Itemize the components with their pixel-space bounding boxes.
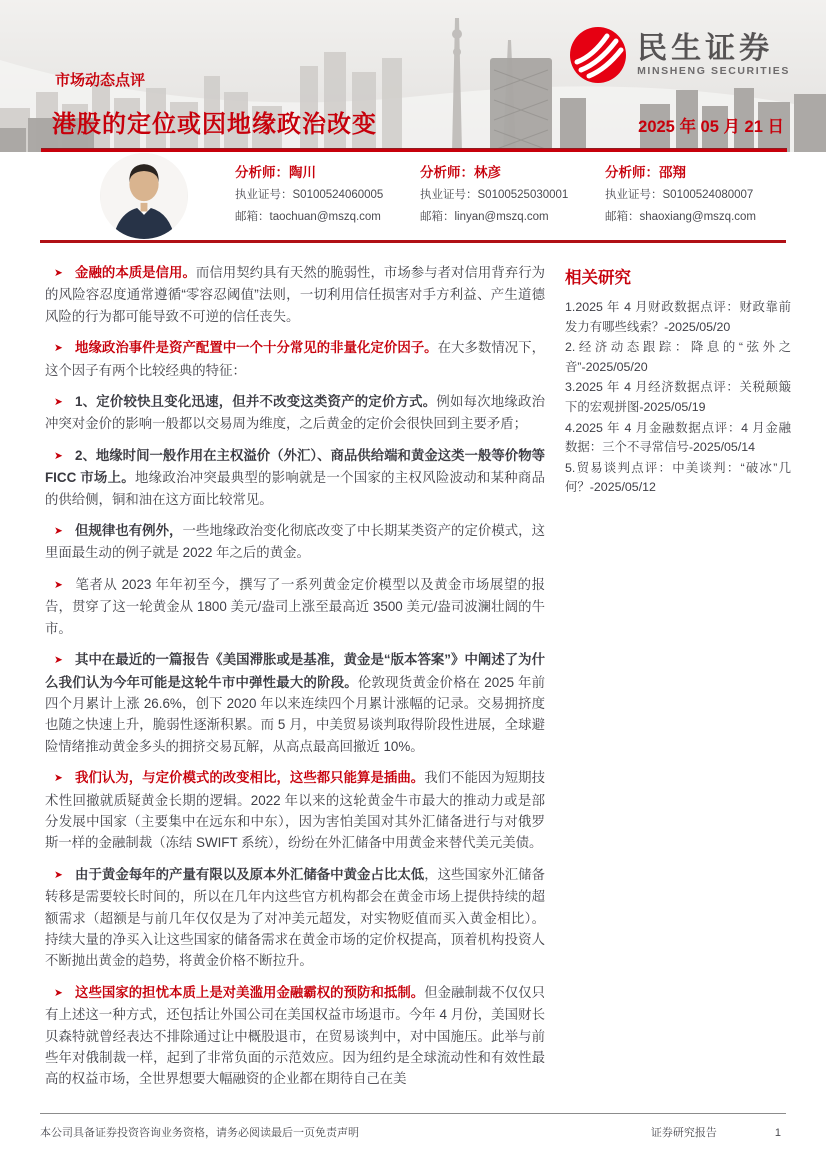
analyst-portrait-image [100, 153, 188, 239]
paragraph-lead: 其中在最近的一篇报告《美国滞胀或是基准，黄金是“版本答案”》中阐述了为什么我们认为今年可能是这轮牛市中弹性最大的阶段。 [45, 652, 545, 690]
analyst-card [605, 161, 790, 231]
body-paragraph [45, 649, 545, 757]
paragraph-lead: 2、地缘时间一般作用在主权溢价（外汇）、商品供给端和黄金这类一般等价物等 FICC 市场上。 [45, 447, 545, 486]
analyst-card [235, 161, 420, 231]
bullet-arrow-icon: ➤ [54, 772, 63, 785]
body-paragraph [45, 391, 545, 435]
paragraph-text: 一些地缘政治变化彻底改变了中长期某类资产的定价模式，这里面最生动的例子就是 2022 年之后的黄金。 [45, 523, 546, 561]
analyst-email: 邮箱：shaoxiang@mszq.com [605, 210, 756, 223]
minsheng-logo-icon [569, 26, 627, 84]
page-footer [40, 1113, 786, 1140]
minsheng-logo [569, 26, 790, 84]
paragraph-text: 而信用契约具有天然的脆弱性，市场参与者对信用背弃行为的风险容忍度通常遵循“零容忍阈值”法则，一切利用信任损害对手方利益、产生道德风险的行为都可能导致不可逆的信任丧失。 [45, 265, 546, 324]
report-header [0, 0, 826, 152]
bullet-arrow-icon: ➤ [54, 986, 63, 999]
paragraph-lead: 由于黄金每年的产量有限以及原本外汇储备中黄金占比太低 [75, 866, 425, 882]
analysts-section [40, 152, 786, 243]
bullet-arrow-icon: ➤ [54, 267, 63, 279]
related-research-sidebar [565, 262, 791, 1100]
bullet-arrow-icon: ➤ [54, 342, 63, 355]
bullet-arrow-icon: ➤ [54, 868, 63, 881]
footer-report-type: 证券研究报告 [650, 1127, 717, 1139]
bullet-arrow-icon: ➤ [54, 396, 63, 409]
analyst-email: 邮箱：taochuan@mszq.com [235, 210, 381, 223]
bullet-arrow-icon: ➤ [54, 578, 63, 591]
bullet-arrow-icon: ➤ [54, 654, 63, 667]
analyst-name: 分析师：邵翔 [605, 164, 686, 180]
analyst-email: 邮箱：linyan@mszq.com [420, 210, 549, 223]
brand-text [637, 33, 790, 77]
page-number: 1 [774, 1127, 781, 1139]
bullet-arrow-icon: ➤ [54, 449, 63, 462]
bullet-arrow-icon: ➤ [54, 525, 63, 538]
paragraph-text: 地缘政治冲突最典型的影响就是一个国家的主权风险波动和某种商品的供给侧，铜和油在这方面比较常见。 [45, 470, 546, 507]
sidebar-title: 相关研究 [565, 269, 631, 287]
related-research-item: 2.经济动态跟踪：降息的“弦外之音”-2025/05/20 [565, 340, 791, 374]
paragraph-lead: 我们认为，与定价模式的改变相比，这些都只能算是插曲。 [75, 770, 425, 786]
title-row [52, 104, 784, 139]
report-date: 2025 年 05 月 21 日 [638, 118, 784, 136]
body-paragraph [45, 574, 545, 639]
analyst-license: 执业证号：S0100524060005 [235, 188, 384, 201]
analyst-name: 分析师：林彦 [420, 164, 501, 180]
related-research-item: 5.贸易谈判点评：中美谈判：“破冰”几何？-2025/05/12 [565, 460, 791, 495]
analyst-license: 执业证号：S0100524080007 [605, 188, 754, 201]
footer-disclaimer: 本公司具备证券投资咨询业务资格，请务必阅读最后一页免责声明 [40, 1127, 359, 1139]
analyst-photo [100, 153, 188, 239]
body-paragraph [45, 337, 545, 381]
footer-right [651, 1124, 786, 1140]
paragraph-lead: 这些国家的担忧本质上是对美滥用金融霸权的预防和抵制。 [75, 984, 425, 1000]
body-paragraph [45, 767, 545, 854]
report-category: 市场动态点评 [55, 72, 146, 89]
analyst-name: 分析师：陶川 [235, 164, 316, 180]
paragraph-text: ，这些国家外汇储备转移是需要较长时间的，所以在几年内这些官方机构都会在黄金市场上提供持续的超额需求（超额是与前几年仅仅是为了对冲美元超发，对实物贬值而买入黄金相比）。持续大量的净买入让这些国家的储备需求在黄金市场的定价权提高，顶着机构投资人不断抛出黄金的趋势，将黄金价格不断拉升。 [45, 866, 546, 969]
body-paragraph [45, 520, 545, 564]
body-paragraph [45, 982, 545, 1090]
paragraph-lead: 但规律也有例外， [75, 523, 183, 539]
paragraph-text: 例如每次地缘政治冲突对金价的影响一般都以交易周为维度，之后黄金的定价会很快回到主要矛盾； [45, 394, 545, 432]
report-body [45, 262, 545, 1100]
paragraph-text: 我们不能因为短期技术性回撤就质疑黄金长期的逻辑。2022 年以来的这轮黄金牛市最大的推动力或是部分发展中国家（主要集中在远东和中东），因为害怕美国对其外汇储备进行与对俄罗斯一样的金融制裁（冻结 SWIFT 系统），纷纷在外汇储备中用黄金来替代美元美债。 [45, 770, 546, 851]
analyst-card [420, 161, 605, 231]
related-research-item: 1.2025 年 4 月财政数据点评：财政靠前发力有哪些线索？-2025/05/20 [565, 300, 791, 334]
paragraph-text: 但金融制裁不仅仅只有上述这一种方式，还包括让外国公司在美国权益市场退市。今年 4 月份，美国财长贝森特就曾经表达不排除通过让中概股退市，在贸易谈判中，对中国施压。此举与前些年对俄制裁一样，起到了非常负面的示范效应。因为纽约是全球流动性和有效性最高的权益市场，全世界想要大幅融资的企业都在期待自己在美 [45, 984, 546, 1087]
related-research-item: 3.2025 年 4 月经济数据点评：关税颠簸下的宏观拼图-2025/05/19 [565, 380, 791, 414]
analyst-license: 执业证号：S0100525030001 [420, 188, 569, 201]
body-paragraph [45, 864, 545, 972]
body-paragraph [45, 445, 545, 510]
paragraph-text: 伦敦现货黄金价格在 2025 年前四个月累计上涨 26.6%，创下 2020 年以来连续四个月累计涨幅的记录。交易拥挤度也随之快速上升，脆弱性逐渐积累。而 5 月，中美贸易谈判取得阶段性进展，全球避险情绪推动黄金多头的拥挤交易瓦解，从高点最高回撤近 10%。 [45, 674, 545, 754]
content-area [0, 243, 826, 1100]
paragraph-lead: 金融的本质是信用。 [75, 265, 196, 280]
paragraph-lead: 地缘政治事件是资产配置中一个十分常见的非量化定价因子。 [75, 340, 438, 356]
paragraph-lead: 1、定价较快且变化迅速，但并不改变这类资产的定价方式。 [75, 394, 437, 410]
brand-name-en: MINSHENG SECURITIES [637, 64, 790, 77]
related-research-item: 4.2025 年 4 月金融数据点评：4 月金融数据：三个不寻常信号-2025/05/14 [565, 420, 791, 455]
paragraph-text: 在大多数情况下，这个因子有两个比较经典的特征： [45, 340, 545, 378]
page-title: 港股的定位或因地缘政治改变 [52, 111, 377, 138]
brand-name-cn: 民生证券 [637, 32, 774, 66]
paragraph-text: 笔者从 2023 年年初至今，撰写了一系列黄金定价模型以及黄金市场展望的报告，贯穿了这一轮黄金从 1800 美元/盎司上涨至最高近 3500 美元/盎司波澜壮阔的牛市。 [45, 576, 545, 636]
body-paragraph [45, 262, 545, 327]
